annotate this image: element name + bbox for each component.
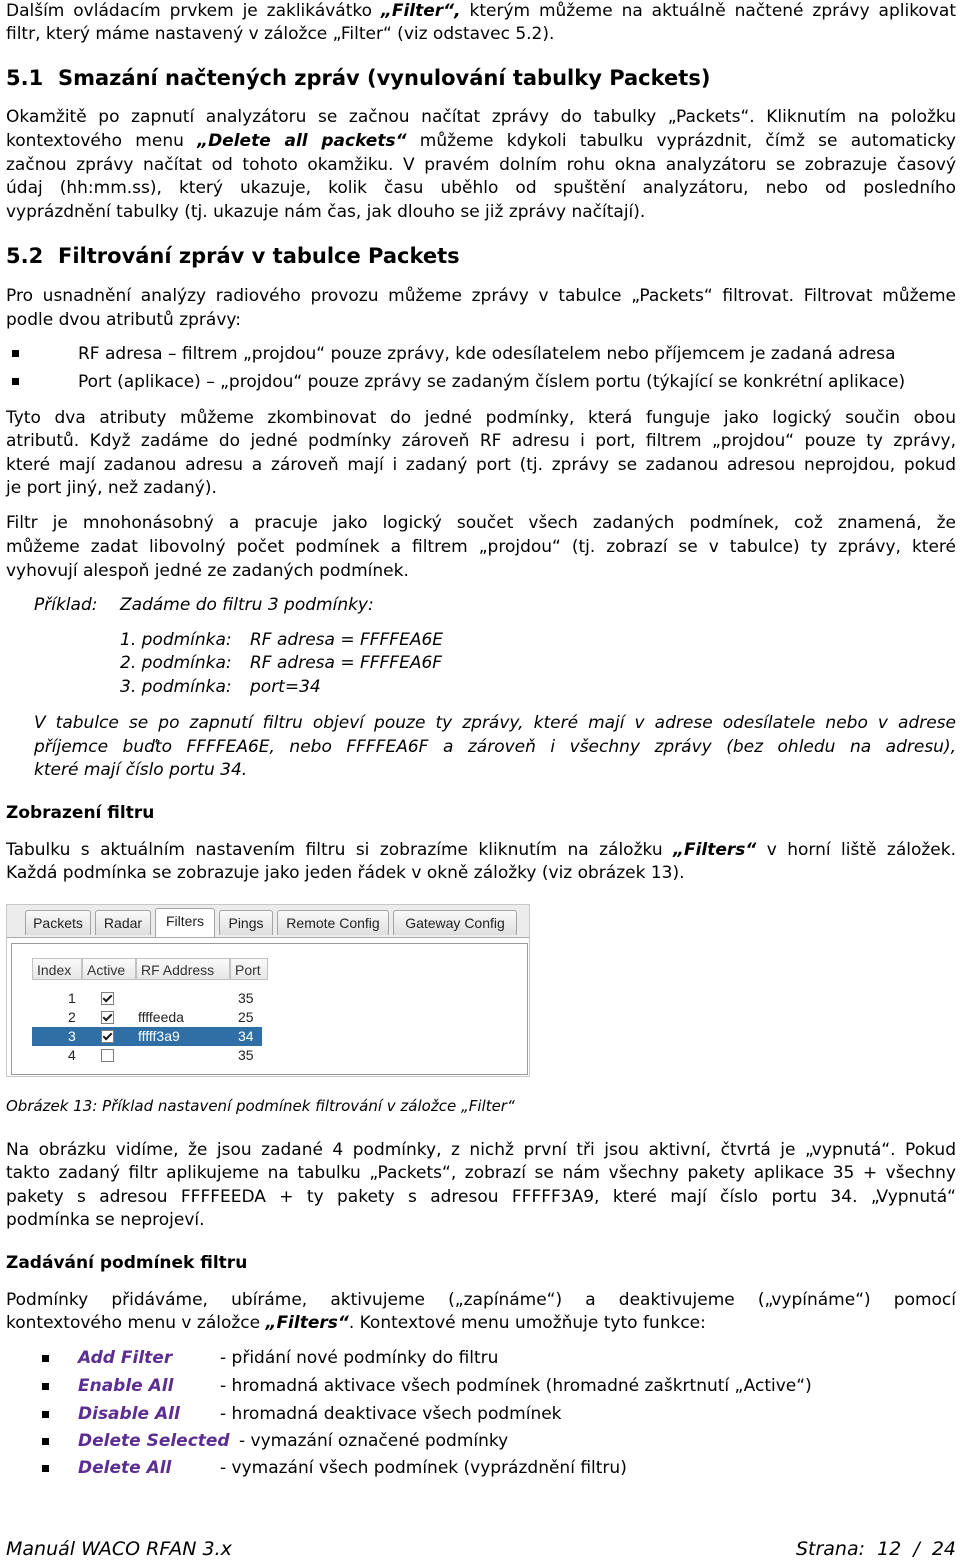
- display-line-1: Tabulku s aktuálním nastavením filtru si zobrazíme kliknutím na záložku „Filters“ v horní liště záložek.: [6, 840, 956, 860]
- bullet-square-icon: [42, 1438, 49, 1445]
- bullet-square-icon: [42, 1411, 49, 1418]
- table-row[interactable]: 2 ffffeeda 25: [68, 1009, 254, 1025]
- inactive-checkbox[interactable]: [101, 1049, 114, 1062]
- example-heading: Příklad: Zadáme do filtru 3 podmínky:: [34, 595, 374, 615]
- input-filter-heading: Zadávání podmínek filtru: [6, 1253, 248, 1273]
- s52-p3-line-3: vyhovují alespoň jedné ze zadaných podmínek.: [6, 561, 409, 581]
- display-line-2: Každá podmínka se zobrazuje jako jeden řádek v okně záložky (viz obrázek 13).: [6, 863, 685, 883]
- intro-line-2: filtr, který máme nastavený v záložce „Filter“ (viz odstavec 5.2).: [6, 24, 555, 44]
- tab-packets[interactable]: Packets: [25, 910, 91, 935]
- condition-2: 2. podmínka: RF adresa = FFFFEA6F: [120, 653, 443, 673]
- s52-p2-line-3: které mají zadanou adresu a zároveň mají i zadaný port (tj. zprávy se zadanou adresou neprojdou, pokud: [6, 455, 956, 475]
- s51-line-4: údaj (hh:mm.ss), který ukazuje, kolik času uběhlo od spuštění analyzátoru, nebo od posledního: [6, 178, 956, 198]
- after-figure-3: pakety s adresou FFFFEEDA + ty pakety s adresou FFFFF3A9, které mají číslo portu 34. „Vypnutá“: [6, 1187, 956, 1207]
- s52-line-2: podle dvou atributů zprávy:: [6, 310, 241, 330]
- s51-line-1: Okamžitě po zapnutí analyzátoru se začnou načítat zprávy do tabulky „Packets“. Kliknutím na položku: [6, 107, 956, 127]
- intro-line-1: Dalším ovládacím prvkem je zaklikávátko „Filter“, kterým můžeme na aktuálně načtené zprávy aplikovat: [6, 1, 956, 21]
- s52-p2-line-4: je port jiný, než zadaný).: [6, 478, 217, 498]
- bullet-square-icon: [42, 1355, 49, 1362]
- bullet-square-icon: [12, 378, 19, 385]
- input-line-2: kontextového menu v záložce „Filters“. Kontextové menu umožňuje tyto funkce:: [6, 1313, 706, 1333]
- table-row[interactable]: 1 35: [68, 990, 254, 1006]
- after-figure-1: Na obrázku vidíme, že jsou zadané 4 podmínky, z nichž první tři jsou aktivní, čtvrtá je „vypnutá“. Pokud: [6, 1140, 956, 1160]
- display-filter-heading: Zobrazení filtru: [6, 803, 155, 823]
- filters-screenshot: [6, 904, 530, 1077]
- tab-filters[interactable]: Filters: [155, 908, 215, 937]
- example-result-1: V tabulce se po zapnutí filtru objeví pouze ty zprávy, které mají v adrese odesílatele nebo v adrese: [34, 713, 956, 733]
- bullet-square-icon: [42, 1465, 49, 1472]
- filters-table: [11, 943, 528, 1075]
- col-port[interactable]: Port: [230, 958, 268, 980]
- s52-p2-line-2: atributů. Když zadáme do jedné podmínky zároveň RF adresu i port, filtrem „projdou“ pouze ty zprávy,: [6, 431, 956, 451]
- footer-manual-title: Manuál WACO RFAN 3.x: [6, 1538, 232, 1560]
- condition-3: 3. podmínka: port=34: [120, 677, 321, 697]
- filter-term: „Filter“,: [380, 1, 461, 21]
- col-index[interactable]: Index: [32, 958, 82, 980]
- tab-radar[interactable]: Radar: [95, 910, 151, 935]
- active-checkbox[interactable]: [101, 1011, 114, 1024]
- tab-gateway-config[interactable]: Gateway Config: [393, 910, 517, 935]
- figure-caption: Obrázek 13: Příklad nastavení podmínek filtrování v záložce „Filter“: [6, 1097, 515, 1115]
- col-active[interactable]: Active: [82, 958, 136, 980]
- section-5-1-heading: 5.1 Smazání načtených zpráv (vynulování tabulky Packets): [6, 66, 711, 90]
- s51-line-2: kontextového menu „Delete all packets“ můžeme kdykoli tabulku vyprázdnit, čímž se automaticky: [6, 131, 956, 151]
- s52-p2-line-1: Tyto dva atributy můžeme zkombinovat do jedné podmínky, která funguje jako logický součin obou: [6, 408, 956, 428]
- example-result-2: příjemce buďto FFFFEA6E, nebo FFFFEA6F a zároveň i všechny zprávy (bez ohledu na adresu),: [34, 737, 956, 757]
- filters-tab-term: „Filters“: [673, 840, 757, 860]
- condition-1: 1. podmínka: RF adresa = FFFFEA6E: [120, 630, 444, 650]
- tab-pings[interactable]: Pings: [219, 910, 273, 935]
- input-line-1: Podmínky přidáváme, ubíráme, aktivujeme („zapínáme“) a deaktivujeme („vypínáme“) pomocí: [6, 1290, 956, 1310]
- active-checkbox[interactable]: [101, 992, 114, 1005]
- active-checkbox[interactable]: [101, 1030, 114, 1043]
- delete-all-packets-term: „Delete all packets“: [197, 131, 407, 151]
- section-5-2-heading: 5.2 Filtrování zpráv v tabulce Packets: [6, 244, 460, 268]
- example-result-3: které mají číslo portu 34.: [34, 760, 248, 780]
- tab-remote-config[interactable]: Remote Config: [277, 910, 389, 935]
- tab-bar: [7, 905, 529, 938]
- bullet-square-icon: [42, 1383, 49, 1390]
- footer-page-number: Strana: 12 / 24: [795, 1538, 956, 1560]
- filters-tab-term: „Filters“: [265, 1313, 349, 1333]
- s51-line-3: začnou zprávy načítat od tohoto okamžiku. V pravém dolním rohu okna analyzátoru se zobrazuje časový: [6, 155, 956, 175]
- bullet-square-icon: [12, 350, 19, 357]
- after-figure-2: takto zadaný filtr aplikujeme na tabulku „Packets“, zobrazí se nám všechny pakety aplikace 35 + všechny: [6, 1163, 956, 1183]
- table-row-selected[interactable]: 3 fffff3a9 34: [32, 1027, 262, 1046]
- s52-p3-line-1: Filtr je mnohonásobný a pracuje jako logický součet všech zadaných podmínek, což znamená, že: [6, 513, 956, 533]
- s52-p3-line-2: můžeme zadat libovolný počet podmínek a filtrem „projdou“ (tj. zobrazí se v tabulce) ty zprávy, které: [6, 537, 956, 557]
- after-figure-4: podmínka se neprojeví.: [6, 1210, 205, 1230]
- col-rf-address[interactable]: RF Address: [136, 958, 230, 980]
- table-row[interactable]: 4 35: [68, 1047, 254, 1063]
- s52-line-1: Pro usnadnění analýzy radiového provozu můžeme zprávy v tabulce „Packets“ filtrovat. Filtrovat můžeme: [6, 286, 956, 306]
- s51-line-5: vyprázdnění tabulky (tj. ukazuje nám čas, jak dlouho se již zprávy načítají).: [6, 202, 646, 222]
